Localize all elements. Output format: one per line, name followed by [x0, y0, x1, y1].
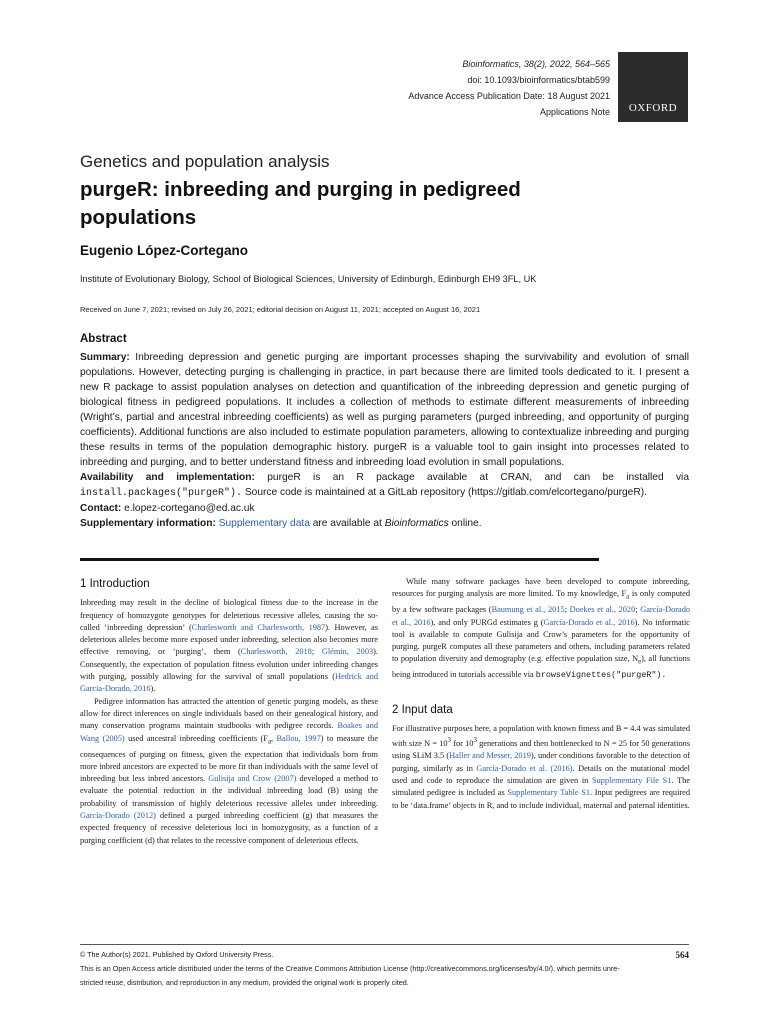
introduction-heading: 1 Introduction	[80, 578, 150, 590]
right-paragraph-2	[392, 723, 690, 812]
ref-link[interactable]: Gulisija and Crow (2007)	[208, 774, 297, 784]
ref-link[interactable]: García-Dorado et al. (2016)	[476, 763, 573, 773]
abstract-contact	[80, 501, 689, 516]
text-run: While many software packages have been developed to compute inbreeding, resources for purging analysis are more limited. To my knowledge, F	[392, 577, 690, 599]
ref-link[interactable]: García-Dorado et al., 2016	[543, 617, 635, 627]
doi-link[interactable]: doi: 10.1093/bioinformatics/btab599	[467, 75, 610, 85]
browse-vignettes-code: browseVignettes("purgeR").	[535, 670, 667, 681]
text-run: defined a purged inbreeding coefficient (g) that measures the expected frequency of recessive deleterious loci in homozygosity, as a function of a purging coefficient (d) that relates to the recessive component of deleterious effects.	[80, 811, 378, 845]
article-meta	[290, 56, 610, 120]
install-code: install.packages("purgeR").	[80, 488, 243, 499]
text-run: ) to measure the consequences of purging on fitness, given the expectation that individuals born from more inbred ancestors are expected to be more fit than individuals with the same level of inbreeding but less inbred ancestors.	[80, 733, 379, 784]
contact-email[interactable]: e.lopez-cortegano@ed.ac.uk	[124, 503, 255, 514]
ref-link[interactable]: Supplementary Table S1	[507, 788, 590, 798]
subject-category: Genetics and population analysis	[80, 152, 330, 171]
ref-link[interactable]: Glémin, 2003	[321, 647, 374, 657]
ref-link[interactable]: Boakes and Wang (2005)	[80, 721, 378, 743]
journal-citation: Bioinformatics, 38(2), 2022, 564–565	[462, 59, 610, 69]
advance-access-date: Advance Access Publication Date: 18 August 2021	[408, 91, 610, 101]
article-title: purgeR: inbreeding and purging in pedigreed populations	[80, 178, 521, 229]
ref-link[interactable]: Doekes et al., 2020	[569, 605, 636, 615]
text-run: For illustrative purposes here, a population with known fitness and B = 4.4 was simulated with size N = 10	[392, 723, 690, 749]
subscript: e	[638, 659, 642, 667]
ref-link[interactable]: Charlesworth and Charlesworth, 1987	[191, 622, 326, 632]
text-run: . Input pedigrees are required to be ‘data.frame’ objects in R, and to include individual, maternal and paternal identities.	[392, 788, 690, 810]
supplementary-text-2: online.	[451, 518, 482, 529]
intro-paragraph-2	[80, 696, 378, 847]
abstract-availability	[80, 470, 689, 501]
abstract-supplementary	[80, 516, 689, 531]
subscript: a	[626, 593, 630, 601]
text-run: ;	[635, 605, 641, 615]
superscript: 3	[473, 737, 477, 745]
left-column	[80, 576, 378, 847]
text-run: ). However, as deleterious alleles become more exposed under inbreeding, selection also becomes more effective removing, or ‘purging’, them (	[80, 622, 378, 657]
ref-link[interactable]: Hedrick and Garcia-Dorado, 2016	[80, 672, 378, 694]
contact-label: Contact:	[80, 503, 122, 514]
text-run: ;	[311, 647, 322, 657]
right-paragraph-1	[392, 576, 690, 682]
subscript: a	[267, 738, 272, 746]
author-name: Eugenio López-Cortegano	[80, 243, 248, 258]
ref-link[interactable]: Supplementary File S1	[592, 775, 672, 785]
text-run: developed a method to evaluate the potential reduction in the individual inbreeding load (B) using the probability of transmission of highly deleterious recessive alleles under inbreeding.	[80, 774, 378, 808]
supplementary-label: Supplementary information:	[80, 518, 216, 529]
abstract-summary	[80, 350, 689, 470]
supplementary-data-link[interactable]: Supplementary data	[218, 518, 310, 529]
text-run: used ancestral inbreeding coefficients (F	[124, 733, 268, 743]
text-run: generations and then bottlenecked to N = 25 for 50 generations using SLiM 3.5 (	[392, 739, 690, 761]
submission-dates: Received on June 7, 2021; revised on July 26, 2021; editorial decision on August 11, 2021; accepted on August 16, 2021	[80, 305, 481, 314]
text-run: ). No informatic tool is available to compute Gulisija and Crow’s parameters for the opportunity of purging. purgeR computes all these parameters and others, including parameters related to population diversity and demography (e.g. effective population size, N	[392, 617, 690, 664]
text-run: ;	[564, 605, 570, 615]
text-run: ). Consequently, the expectation of population fitness evolution under inbreeding changes with purging, possibly allowing for the survival of small populations (	[80, 647, 378, 682]
availability-text-2: Source code is maintained at a GitLab repository (https://gitlab.com/elcortegano/purgeR).	[244, 487, 647, 498]
text-run: Pedigree information has attracted the attention of genetic purging models, as these allow for direct inferences on single individuals based on their genealogical history, and many conservation programs maintain studbooks with pedigree records.	[80, 696, 378, 731]
footer-divider	[80, 944, 689, 945]
input-data-heading: 2 Input data	[392, 703, 453, 716]
text-run: . The simulated pedigree is included as	[392, 775, 690, 798]
abstract-heading: Abstract	[80, 333, 127, 345]
supplementary-journal: Bioinformatics	[384, 518, 449, 529]
text-run: for 10	[451, 739, 474, 749]
oxford-logo-text: OXFORD	[628, 102, 678, 114]
page-number: 564	[675, 950, 689, 960]
ref-link[interactable]: Ballou, 1997	[276, 733, 321, 743]
superscript: 3	[447, 737, 451, 745]
page-footer	[80, 948, 689, 990]
ref-link[interactable]: García-Dorado (2012)	[80, 811, 156, 820]
author-affiliation: Institute of Evolutionary Biology, School of Biological Sciences, University of Edinburgh, Edinburgh EH9 3FL, UK	[80, 274, 537, 284]
text-run: is only computed by a few software packages (	[392, 589, 690, 615]
summary-label: Summary:	[80, 352, 130, 363]
availability-text: purgeR is an R package available at CRAN, and can be installed via	[267, 472, 689, 483]
text-run: . Details on the mutational model used and code to reproduce the simulation are given in	[392, 763, 690, 785]
abstract-body	[80, 350, 689, 531]
summary-text: Inbreeding depression and genetic purging are important processes shaping the survivability and evolution of small populations. However, detecting purging is challenging in practice, in part because there are limited tools dedicated to it. I present a new R package to assist population analyses on detection and quantification of the inbreeding depression and genetic purging of biological fitness in pedigreed populations. It includes a collection of methods to estimate different measurements of inbreeding (Wright’s, partial and ancestral inbreeding coefficients) as well as purging parameters (purged inbreeding, and opportunity of purging coefficients). Additional functions are also included to estimate population parameters, allowing to contextualize inbreeding and purging these results in terms of the population demographic history. purgeR is a valuable tool to gain insight into processes related to inbreeding and purging, and to better understand fitness and inbreeding load evolution in small populations.	[80, 352, 689, 468]
ref-link[interactable]: García-Dorado et al., 2016	[392, 605, 690, 627]
oxford-logo	[618, 52, 688, 122]
text-run: ), all functions being introduced in tutorials accessible via	[392, 654, 690, 680]
ref-link[interactable]: Baumung et al., 2015	[491, 605, 565, 615]
text-run: ).	[150, 684, 156, 694]
abstract-divider	[80, 558, 599, 561]
intro-paragraph-1	[80, 597, 378, 695]
copyright-line: © The Author(s) 2021. Published by Oxford University Press.	[80, 950, 274, 959]
license-line-2: stricted reuse, distribution, and reproduction in any medium, provided the original work is properly cited.	[80, 978, 409, 987]
text-run: ), under conditions favorable to the detection of purging, similarly as in	[392, 751, 691, 773]
text-run: Inbreeding may result in the decline of biological fitness due to the increase in the frequency of homozygote genotypes for deleterious recessive alleles, causing the so-called ‘inbreeding depression’ (	[80, 598, 378, 632]
ref-link[interactable]: Haller and Messer, 2019	[449, 751, 531, 761]
supplementary-text-1: are available at	[312, 518, 382, 529]
availability-label: Availability and implementation:	[80, 472, 255, 483]
text-run: ), and only PURGd estimates g (	[430, 617, 544, 627]
article-type: Applications Note	[539, 107, 610, 117]
text-run: ,	[271, 733, 277, 743]
ref-link[interactable]: Charlesworth, 2018	[240, 647, 312, 657]
right-column	[392, 576, 690, 812]
license-line-1: This is an Open Access article distributed under the terms of the Creative Commons Attribution License (http://creativecommons.org/licenses/by/4.0/), which permits unre-	[80, 964, 620, 973]
